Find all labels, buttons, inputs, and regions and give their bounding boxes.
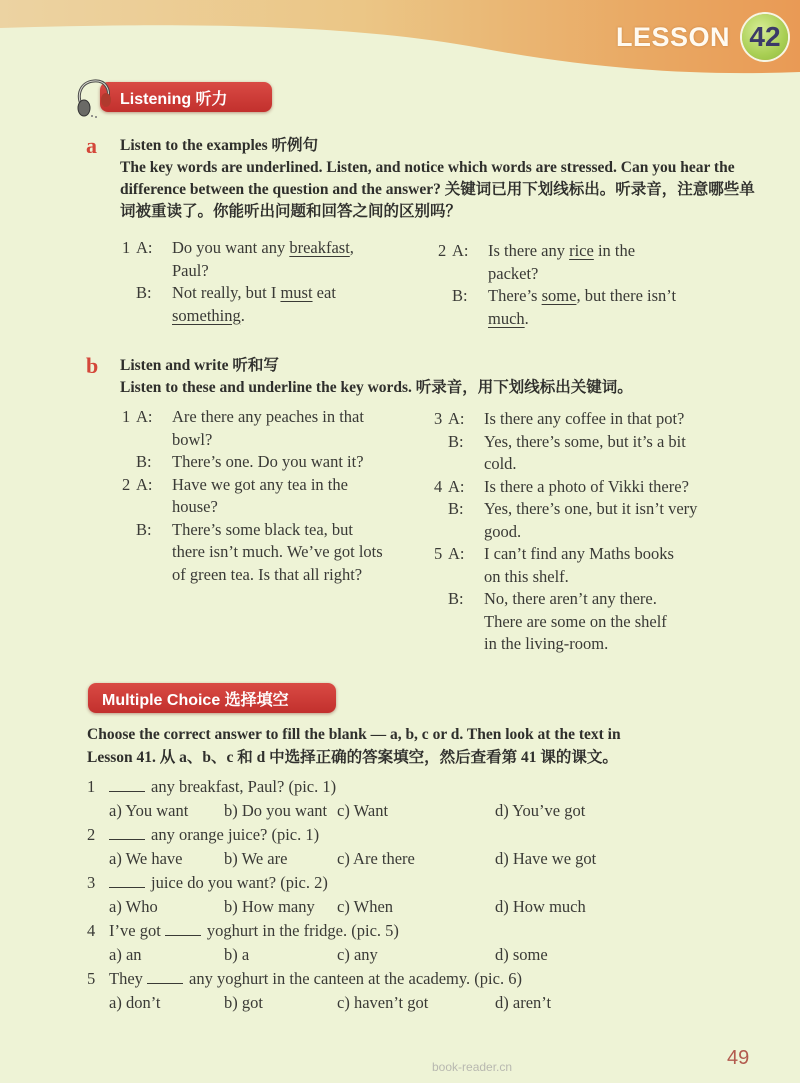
option-c[interactable]: c) Are there xyxy=(337,849,415,868)
answer-blank[interactable] xyxy=(109,825,145,840)
question xyxy=(87,775,522,799)
dialog-text: Yes, there’s some, but it’s a bit xyxy=(484,431,686,451)
question-text: yoghurt in the fridge. (pic. 5) xyxy=(206,921,399,940)
dialog-text: , but there isn’t xyxy=(576,286,677,305)
speaker-a: A: xyxy=(136,238,153,257)
dialog-text: Are there any peaches in that xyxy=(172,407,364,426)
dialog-text: of green tea. Is that all right? xyxy=(172,564,363,584)
answer-options xyxy=(87,799,586,823)
question-list xyxy=(87,775,597,1015)
question xyxy=(87,919,522,943)
dialog-text: good. xyxy=(484,521,522,541)
dialog-text: Is there any coffee in that pot? xyxy=(484,409,685,428)
lesson-number-badge: 42 xyxy=(742,14,788,60)
answer-options xyxy=(87,847,597,871)
question-text: any yoghurt in the canteen at the academy. (pic. 6) xyxy=(189,969,522,988)
question-number: 3 xyxy=(87,873,96,892)
dialog-number: 4 xyxy=(434,476,443,496)
speaker-a: A: xyxy=(452,241,469,260)
dialog-text: There are some on the shelf xyxy=(484,611,667,631)
answer-options xyxy=(87,943,548,967)
dialog-text: , xyxy=(349,238,354,257)
speaker-a: A: xyxy=(136,474,153,494)
page-number: 49 xyxy=(727,1047,750,1069)
dialog-text: . xyxy=(240,305,245,325)
subsection-letter-b: b xyxy=(86,353,99,378)
key-word: some xyxy=(541,286,577,305)
key-word: something xyxy=(172,305,241,325)
option-b[interactable]: b) got xyxy=(224,993,263,1012)
option-d[interactable]: d) Have we got xyxy=(495,849,597,868)
instructions-line: Lesson 41. 从 a、b、c 和 d 中选择正确的答案填空，然后查看第 41 课的课文。 xyxy=(87,749,618,766)
listening-section-tab xyxy=(100,82,272,112)
dialog-text: Do you want any xyxy=(172,238,290,257)
listening-tab-label: Listening 听力 xyxy=(120,90,228,108)
lesson-label: LESSON xyxy=(615,21,730,52)
question-number: 5 xyxy=(87,969,96,988)
question-text: juice do you want? (pic. 2) xyxy=(151,873,328,892)
dialog-text: Yes, there’s one, but it isn’t very xyxy=(484,499,698,518)
speaker-b: B: xyxy=(452,286,468,305)
speaker-a: A: xyxy=(448,476,465,496)
speaker-b: B: xyxy=(448,499,464,518)
speaker-a: A: xyxy=(136,407,153,426)
dialog-text: there isn’t much. We’ve got lots xyxy=(172,542,383,561)
example-dialog-1 xyxy=(122,237,422,327)
option-d[interactable]: d) How much xyxy=(495,897,586,916)
dialog-text: Have we got any tea in the xyxy=(172,474,348,494)
dialog-text: bowl? xyxy=(172,429,213,449)
instructions-line: Choose the correct answer to fill the blank — a, b, c or d. Then look at the text in xyxy=(87,726,621,743)
dialog-number: 1 xyxy=(122,407,131,426)
question xyxy=(87,967,522,991)
dialog-text: Is there any xyxy=(488,241,570,260)
subsection-a-title: Listen to the examples 听例句 xyxy=(120,137,319,154)
option-d[interactable]: d) some xyxy=(495,945,548,964)
key-word: must xyxy=(280,283,313,302)
speaker-b: B: xyxy=(136,519,152,539)
dialog-text: There’s xyxy=(488,286,542,305)
dialog-text: Not really, but I xyxy=(172,283,281,302)
option-b[interactable]: b) How many xyxy=(224,897,315,916)
question-number: 1 xyxy=(87,777,96,796)
option-b[interactable]: b) Do you want xyxy=(224,801,328,820)
dialog-number: 3 xyxy=(434,409,443,428)
question-text: any orange juice? (pic. 1) xyxy=(151,825,320,844)
dialog-number: 2 xyxy=(122,474,131,494)
option-c[interactable]: c) When xyxy=(337,897,394,916)
dialog-text: cold. xyxy=(484,454,517,473)
multiple-choice-tab-label: Multiple Choice 选择填空 xyxy=(102,691,289,709)
dialog-number: 1 xyxy=(122,238,131,257)
question-text: They xyxy=(109,969,143,988)
option-d[interactable]: d) aren’t xyxy=(495,993,552,1012)
speaker-b: B: xyxy=(136,283,152,302)
key-word: breakfast xyxy=(289,238,350,257)
dialog-text: There’s some black tea, but xyxy=(172,519,353,539)
answer-blank[interactable] xyxy=(165,921,201,936)
question-number: 4 xyxy=(87,921,96,940)
dialog-text: . xyxy=(524,308,529,328)
speaker-a: A: xyxy=(448,409,465,428)
question xyxy=(87,823,522,847)
speaker-b: B: xyxy=(136,452,152,471)
key-word: rice xyxy=(569,241,594,260)
question xyxy=(87,871,522,895)
question-text: I’ve got xyxy=(109,921,161,940)
dialog-text: on this shelf. xyxy=(484,566,569,586)
option-b[interactable]: b) We are xyxy=(224,849,288,868)
key-word: much xyxy=(488,308,525,328)
multiple-choice-instructions xyxy=(87,723,727,769)
subsection-a-description: The key words are underlined. Listen, and notice which words are stressed. Can you hear the difference between the question and the answer? 关键词已用下划线标出。听录音，注意哪些单词被重读了。你能听出问题和回答之间的区别吗？ xyxy=(120,159,755,220)
dialog-text: packet? xyxy=(488,263,539,283)
lesson-header xyxy=(616,14,788,60)
question-text: any breakfast, Paul? (pic. 1) xyxy=(151,777,337,796)
example-dialog-2 xyxy=(438,240,738,330)
option-b[interactable]: b) a xyxy=(224,945,250,964)
dialog-text: house? xyxy=(172,497,218,516)
dialog-text: Is there a photo of Vikki there? xyxy=(484,476,689,496)
dialog-text: in the living-room. xyxy=(484,634,609,653)
answer-options xyxy=(87,991,552,1015)
dialog-text: I can’t find any Maths books xyxy=(484,544,674,563)
watermark: book-reader.cn xyxy=(432,1060,513,1074)
write-dialogs-right xyxy=(434,408,754,656)
dialog-text: Paul? xyxy=(172,260,209,280)
answer-blank[interactable] xyxy=(147,969,183,984)
dialog-text: eat xyxy=(312,283,336,302)
dialog-text: There’s one. Do you want it? xyxy=(172,452,364,471)
dialog-number: 2 xyxy=(438,241,447,260)
subsection-letter-a: a xyxy=(86,133,97,158)
option-a[interactable]: a) Who xyxy=(109,897,158,916)
speaker-b: B: xyxy=(448,589,464,608)
option-a[interactable]: a) don’t xyxy=(109,993,161,1012)
option-c[interactable]: c) Want xyxy=(337,801,389,820)
subsection-b-description: Listen to these and underline the key words. 听录音，用下划线标出关键词。 xyxy=(120,379,633,396)
dialog-text: No, there aren’t any there. xyxy=(484,589,657,608)
option-c[interactable]: c) haven’t got xyxy=(337,993,429,1012)
speaker-a: A: xyxy=(448,544,465,563)
dialog-number: 5 xyxy=(434,544,443,563)
option-d[interactable]: d) You’ve got xyxy=(495,801,586,820)
headphones-icon xyxy=(72,76,118,122)
speaker-b: B: xyxy=(448,431,464,451)
answer-blank[interactable] xyxy=(109,873,145,888)
question-number: 2 xyxy=(87,825,96,844)
option-a[interactable]: a) We have xyxy=(109,849,183,868)
option-a[interactable]: a) an xyxy=(109,945,142,964)
write-dialogs-left xyxy=(122,406,422,586)
subsection-b-title: Listen and write 听和写 xyxy=(120,357,279,374)
dialog-text: in the xyxy=(593,241,636,260)
option-c[interactable]: c) any xyxy=(337,945,378,964)
multiple-choice-section-tab xyxy=(88,683,336,713)
answer-blank[interactable] xyxy=(109,777,145,792)
option-a[interactable]: a) You want xyxy=(109,801,189,820)
answer-options xyxy=(87,895,586,919)
